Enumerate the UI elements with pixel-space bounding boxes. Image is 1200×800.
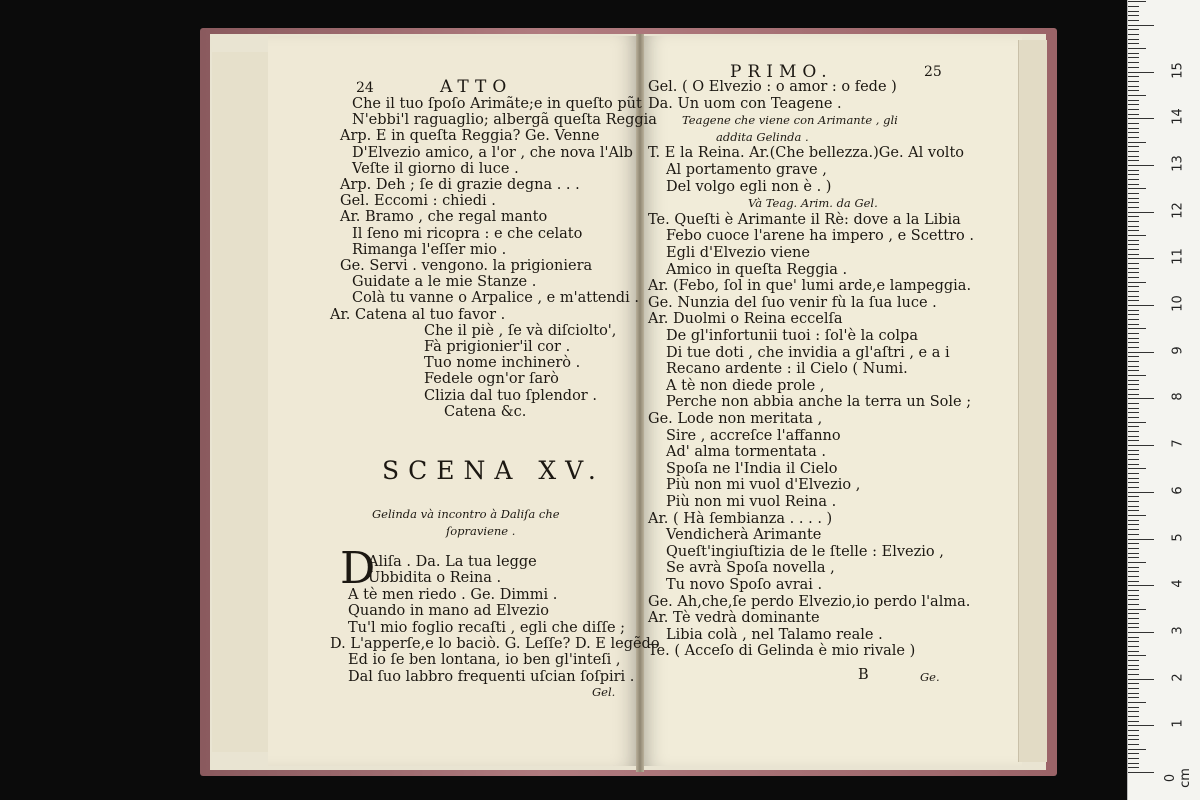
ruler-tick [1128, 468, 1146, 469]
text-line: Rimanga l'eſſer mio . [352, 241, 507, 258]
ruler-tick [1128, 510, 1139, 511]
ruler-number: 10 [1170, 295, 1186, 312]
text-line: De gl'infortunii tuoi : ſol'è la colpa [666, 328, 918, 344]
ruler-tick [1128, 646, 1139, 647]
left-catchword: Gel. [592, 685, 616, 699]
text-line: addita Gelinda . [716, 129, 809, 144]
text-line: Te. ( Acceſo di Gelinda è mio rivale ) [648, 643, 916, 660]
text-line: Che il tuo ſpoſo Arimãte;e in queſto pũt [352, 96, 642, 112]
text-line: Vendicherà Arimante [666, 527, 822, 544]
ruler-tick [1128, 651, 1139, 652]
ruler-tick [1128, 188, 1146, 189]
ruler-tick [1128, 431, 1139, 432]
ruler-number: 4 [1170, 579, 1186, 588]
ruler-tick [1128, 132, 1139, 133]
ruler-tick [1128, 454, 1139, 455]
ruler-number: 6 [1170, 486, 1186, 495]
ruler-tick [1128, 763, 1139, 764]
ruler-tick [1128, 53, 1139, 54]
text-line: Ar. ( Hà ſembianza . . . . ) [648, 510, 833, 527]
text-line: Teagene che viene con Arimante , gli [682, 113, 898, 128]
ruler-tick [1128, 739, 1139, 740]
ruler-tick [1128, 693, 1139, 694]
text-line: Ge. Nunzia del ſuo venir fù la ſua luce . [648, 294, 937, 311]
text-line: Che il piè , ſe và diſciolto', [424, 322, 617, 339]
ruler-tick [1128, 268, 1139, 269]
ruler-tick [1128, 707, 1139, 708]
ruler-tick [1128, 272, 1139, 273]
text-line: Gel. Eccomi : chiedi . [340, 193, 496, 210]
ruler-tick [1128, 473, 1139, 474]
text-line: Ad' alma tormentata . [666, 444, 826, 461]
ruler-tick [1128, 487, 1139, 488]
left-running-head: ATTO [440, 77, 513, 97]
text-line: Clizia dal tuo ſplendor . [424, 387, 597, 404]
right-catchword: Ge. [920, 670, 940, 684]
ruler-tick [1128, 310, 1139, 311]
ruler-number: 8 [1170, 392, 1186, 402]
ruler-tick [1128, 595, 1139, 596]
ruler-tick [1128, 482, 1139, 483]
text-line: Ed io ſe ben lontana, io ben gl'inteſi , [348, 652, 621, 669]
ruler-tick [1128, 599, 1139, 600]
ruler-tick [1128, 212, 1154, 213]
ruler-number: 7 [1170, 439, 1186, 448]
ruler-tick [1128, 240, 1139, 241]
ruler-tick [1128, 179, 1139, 180]
ruler-tick [1128, 576, 1139, 577]
ruler-tick [1128, 142, 1146, 143]
ruler-tick [1128, 81, 1139, 82]
ruler-tick [1128, 683, 1139, 684]
text-line: Catena &c. [444, 403, 527, 420]
ruler-tick [1128, 300, 1139, 301]
ruler-tick [1128, 375, 1146, 376]
ruler-tick [1128, 711, 1139, 712]
signature-mark: B [858, 667, 869, 683]
ruler-tick [1128, 702, 1146, 703]
ruler-tick [1128, 520, 1139, 521]
ruler-tick [1128, 445, 1154, 446]
ruler-tick [1128, 57, 1139, 58]
text-line: Gel. ( O Elvezio : o amor : o fede ) [648, 79, 897, 95]
ruler-tick [1128, 539, 1154, 540]
ruler-tick [1128, 43, 1139, 44]
ruler-tick [1128, 571, 1139, 572]
right-running-head: PRIMO. [730, 62, 833, 82]
text-line: Più non mi vuol d'Elvezio , [666, 477, 861, 494]
ruler-tick [1128, 623, 1139, 624]
text-line: Tu'l mio foglio recaſti , egli che diſſe ; [348, 619, 626, 636]
text-line: A tè non diede prole , [666, 377, 825, 394]
ruler-tick [1128, 478, 1139, 479]
text-line: Se avrà Spoſa novella , [666, 560, 835, 577]
ruler-tick [1128, 114, 1139, 115]
ruler-tick [1128, 174, 1139, 175]
ruler-tick [1128, 543, 1139, 544]
ruler-tick [1128, 118, 1154, 119]
ruler-tick [1128, 72, 1154, 73]
ruler-tick [1128, 20, 1139, 21]
ruler-tick [1128, 244, 1139, 245]
ruler-tick [1128, 459, 1139, 460]
ruler-tick [1128, 39, 1139, 40]
ruler-tick [1128, 342, 1139, 343]
left-page-number: 24 [356, 80, 374, 96]
ruler-tick [1128, 730, 1139, 731]
text-line: Tu novo Spoſo avrai . [666, 577, 823, 593]
ruler-tick [1128, 613, 1139, 614]
ruler-tick [1128, 660, 1139, 661]
ruler-number: 2 [1170, 672, 1186, 682]
ruler-tick [1128, 282, 1146, 283]
page-edges [1018, 40, 1047, 762]
ruler-tick [1128, 296, 1139, 297]
ruler-tick [1128, 361, 1139, 362]
ruler-tick [1128, 277, 1139, 278]
ruler-tick [1128, 492, 1154, 493]
text-line: Te. Queſti è Arimante il Rè: dove a la Libia [648, 211, 961, 228]
ruler-tick [1128, 609, 1146, 610]
text-line: Sire , accreſce l'affanno [666, 427, 841, 444]
text-line: Del volgo egli non è . ) [666, 178, 832, 195]
text-line: Ar. Duolmi o Reina eccelſa [648, 311, 843, 328]
text-line: Fedele ogn'or ſarò [424, 371, 559, 388]
ruler-tick [1128, 198, 1139, 199]
ruler-tick [1128, 109, 1139, 110]
ruler-tick [1128, 679, 1154, 680]
ruler-tick [1128, 123, 1139, 124]
text-line: Colà tu vanne o Arpalice , e m'attendi . [352, 290, 639, 307]
ruler-tick [1128, 62, 1139, 63]
ruler-tick [1128, 496, 1139, 497]
ruler-tick [1128, 557, 1139, 558]
text-line: Il ſeno mi ricopra : e che celato [352, 225, 583, 242]
ruler-tick [1128, 553, 1139, 554]
ruler-tick [1128, 216, 1139, 217]
ruler-tick [1128, 501, 1139, 502]
ruler-tick [1128, 384, 1139, 385]
ruler-tick [1128, 15, 1139, 16]
drop-cap: D [340, 543, 376, 594]
ruler-tick [1128, 548, 1139, 549]
ruler-tick [1128, 665, 1139, 666]
text-line: Ar. Bramo , che regal manto [340, 209, 548, 226]
ruler-number: 3 [1170, 626, 1186, 635]
text-line: Và Teag. Arim. da Gel. [748, 196, 878, 211]
ruler-tick [1128, 450, 1139, 451]
ruler-tick [1128, 202, 1139, 203]
ruler-tick [1128, 170, 1139, 171]
ruler-tick [1128, 100, 1139, 101]
ruler-tick [1128, 506, 1139, 507]
ruler-tick [1128, 314, 1139, 315]
ruler-tick [1128, 412, 1139, 413]
text-line: N'ebbi'l raguaglio; albergã queſta Reggia [352, 112, 657, 129]
ruler-tick [1128, 370, 1139, 371]
ruler-tick [1128, 128, 1139, 129]
text-line: Più non mi vuol Reina . [666, 494, 837, 510]
ruler-tick [1128, 76, 1139, 77]
ruler-tick [1128, 464, 1139, 465]
ruler-tick [1128, 422, 1146, 423]
ruler-tick [1128, 221, 1139, 222]
ruler-tick [1128, 95, 1146, 96]
text-line: Ar. Catena al tuo favor . [330, 306, 506, 323]
stage-direction-line: Gelinda và incontro à Daliſa che [372, 507, 560, 521]
ruler-tick [1128, 394, 1139, 395]
ruler-tick [1128, 440, 1139, 441]
ruler-tick [1128, 637, 1139, 638]
ruler-tick [1128, 328, 1146, 329]
text-line: Ubbidita o Reina . [368, 570, 502, 587]
text-line: Ar. Tè vedrà dominante [648, 610, 820, 627]
ruler-tick [1128, 524, 1139, 525]
ruler-tick [1128, 151, 1139, 152]
ruler-number: 14 [1170, 108, 1186, 125]
measurement-ruler [1127, 0, 1200, 800]
ruler-tick [1128, 632, 1154, 633]
ruler-tick [1128, 352, 1154, 353]
text-line: Di tue doti , che invidia a gl'aſtri , e a i [666, 344, 950, 361]
ruler-tick [1128, 534, 1139, 535]
ruler-tick [1128, 767, 1139, 768]
ruler-number: 0 cm [1163, 768, 1193, 788]
text-line: Arp. E in queſta Reggia? Ge. Venne [340, 128, 600, 145]
text-line: D. L'apperſe,e lo baciò. G. Leſſe? D. E legẽdo [330, 636, 660, 652]
ruler-tick [1128, 590, 1139, 591]
ruler-tick [1128, 6, 1139, 7]
ruler-number: 11 [1170, 248, 1186, 266]
text-line: Spoſa ne l'India il Cielo [666, 460, 838, 477]
ruler-tick [1128, 165, 1154, 166]
text-line: Dal ſuo labbro frequenti uſcian ſoſpiri . [348, 668, 635, 685]
ruler-tick [1128, 403, 1139, 404]
ruler-tick [1128, 567, 1139, 568]
text-line: Ge. Lode non meritata , [648, 411, 823, 427]
ruler-tick [1128, 137, 1139, 138]
ruler-tick [1128, 380, 1139, 381]
right-page-number: 25 [924, 64, 942, 80]
text-line: Ar. (Febo, ſol in que' lumi arde,e lampeggia. [648, 278, 972, 295]
text-line: Ge. Ah,che,ſe perdo Elvezio,io perdo l'alma. [648, 593, 971, 610]
ruler-tick [1128, 193, 1139, 194]
text-line: Guidate a le mie Stanze . [352, 274, 537, 291]
ruler-tick [1128, 655, 1146, 656]
ruler-tick [1128, 356, 1139, 357]
text-line: Perche non abbia anche la terra un Sole ; [666, 394, 972, 411]
ruler-tick [1128, 618, 1139, 619]
ruler-tick [1128, 286, 1139, 287]
text-line: Ge. Servi . vengono. la prigioniera [340, 258, 593, 274]
ruler-tick [1128, 366, 1139, 367]
ruler-number: 5 [1170, 532, 1186, 542]
ruler-tick [1128, 235, 1146, 236]
ruler-tick [1128, 319, 1139, 320]
ruler-tick [1128, 585, 1154, 586]
ruler-tick [1128, 249, 1139, 250]
inserted-leaf [212, 52, 275, 752]
text-line: Recano ardente : il Cielo ( Numi. [666, 361, 908, 378]
stage-direction-line: ſopraviene . [446, 524, 516, 538]
text-line: Al portamento grave , [666, 162, 827, 178]
ruler-tick [1128, 104, 1139, 105]
ruler-tick [1128, 226, 1139, 227]
ruler-tick [1128, 744, 1139, 745]
ruler-tick [1128, 90, 1139, 91]
ruler-tick [1128, 333, 1139, 334]
ruler-tick [1128, 305, 1154, 306]
ruler-tick [1128, 11, 1139, 12]
ruler-tick [1128, 674, 1139, 675]
ruler-tick [1128, 562, 1146, 563]
text-line: Libia colà , nel Talamo reale . [666, 626, 883, 643]
ruler-tick [1128, 749, 1146, 750]
ruler-tick [1128, 34, 1139, 35]
ruler-tick [1128, 25, 1154, 26]
text-line: Tuo nome inchinerò . [424, 355, 581, 372]
text-line: Queſt'ingiuſtizia de le ſtelle : Elvezio , [666, 543, 944, 560]
ruler-tick [1128, 417, 1139, 418]
ruler-tick [1128, 324, 1139, 325]
ruler-tick [1128, 184, 1139, 185]
ruler-tick [1128, 669, 1139, 670]
ruler-number: 9 [1170, 346, 1186, 355]
text-line: Arp. Deh ; ſe di grazie degna . . . [340, 177, 580, 193]
ruler-number: 1 [1170, 719, 1186, 728]
ruler-tick [1128, 627, 1139, 628]
text-line: Febo cuoce l'arene ha impero , e Scettro . [666, 228, 974, 245]
ruler-tick [1128, 758, 1139, 759]
ruler-tick [1128, 581, 1139, 582]
ruler-tick [1128, 721, 1139, 722]
scene-title: SCENA XV. [382, 456, 605, 485]
ruler-tick [1128, 688, 1139, 689]
text-line: D'Elvezio amico, a l'or , che nova l'Alb [352, 144, 633, 161]
ruler-tick [1128, 29, 1139, 30]
ruler-tick [1128, 725, 1154, 726]
ruler-tick [1128, 604, 1139, 605]
ruler-tick [1128, 258, 1154, 259]
ruler-tick [1128, 86, 1139, 87]
ruler-tick [1128, 338, 1139, 339]
ruler-tick [1128, 156, 1139, 157]
ruler-tick [1128, 716, 1139, 717]
ruler-number: 13 [1170, 155, 1186, 172]
ruler-tick [1128, 398, 1154, 399]
text-line: Veſte il giorno di luce . [352, 160, 519, 177]
ruler-tick [1128, 389, 1139, 390]
ruler-tick [1128, 436, 1139, 437]
ruler-tick [1128, 772, 1154, 773]
book-gutter [636, 34, 644, 772]
ruler-tick [1128, 1, 1146, 2]
ruler-tick [1128, 641, 1139, 642]
ruler-number: 12 [1170, 201, 1186, 219]
text-line: Fà prigionier'il cor . [424, 339, 571, 355]
ruler-tick [1128, 753, 1139, 754]
ruler-tick [1128, 254, 1139, 255]
ruler-tick [1128, 291, 1139, 292]
text-line: A tè men riedo . Ge. Dimmi . [348, 586, 558, 603]
ruler-tick [1128, 67, 1139, 68]
ruler-tick [1128, 146, 1139, 147]
ruler-number: 15 [1170, 61, 1186, 79]
ruler-tick [1128, 529, 1139, 530]
ruler-tick [1128, 230, 1139, 231]
ruler-tick [1128, 207, 1139, 208]
ruler-tick [1128, 48, 1146, 49]
ruler-tick [1128, 735, 1139, 736]
ruler-tick [1128, 426, 1139, 427]
text-line: Amico in queſta Reggia . [666, 261, 848, 278]
ruler-tick [1128, 347, 1139, 348]
text-line: Da. Un uom con Teagene . [648, 95, 842, 112]
text-line: Quando in mano ad Elvezio [348, 603, 550, 620]
ruler-tick [1128, 697, 1139, 698]
ruler-tick [1128, 515, 1146, 516]
text-line: Egli d'Elvezio viene [666, 245, 810, 261]
text-line: T. E la Reina. Ar.(Che bellezza.)Ge. Al volto [648, 145, 965, 162]
text-line: Aliſa . Da. La tua legge [368, 554, 537, 570]
ruler-tick [1128, 160, 1139, 161]
ruler-tick [1128, 408, 1139, 409]
ruler-tick [1128, 263, 1139, 264]
